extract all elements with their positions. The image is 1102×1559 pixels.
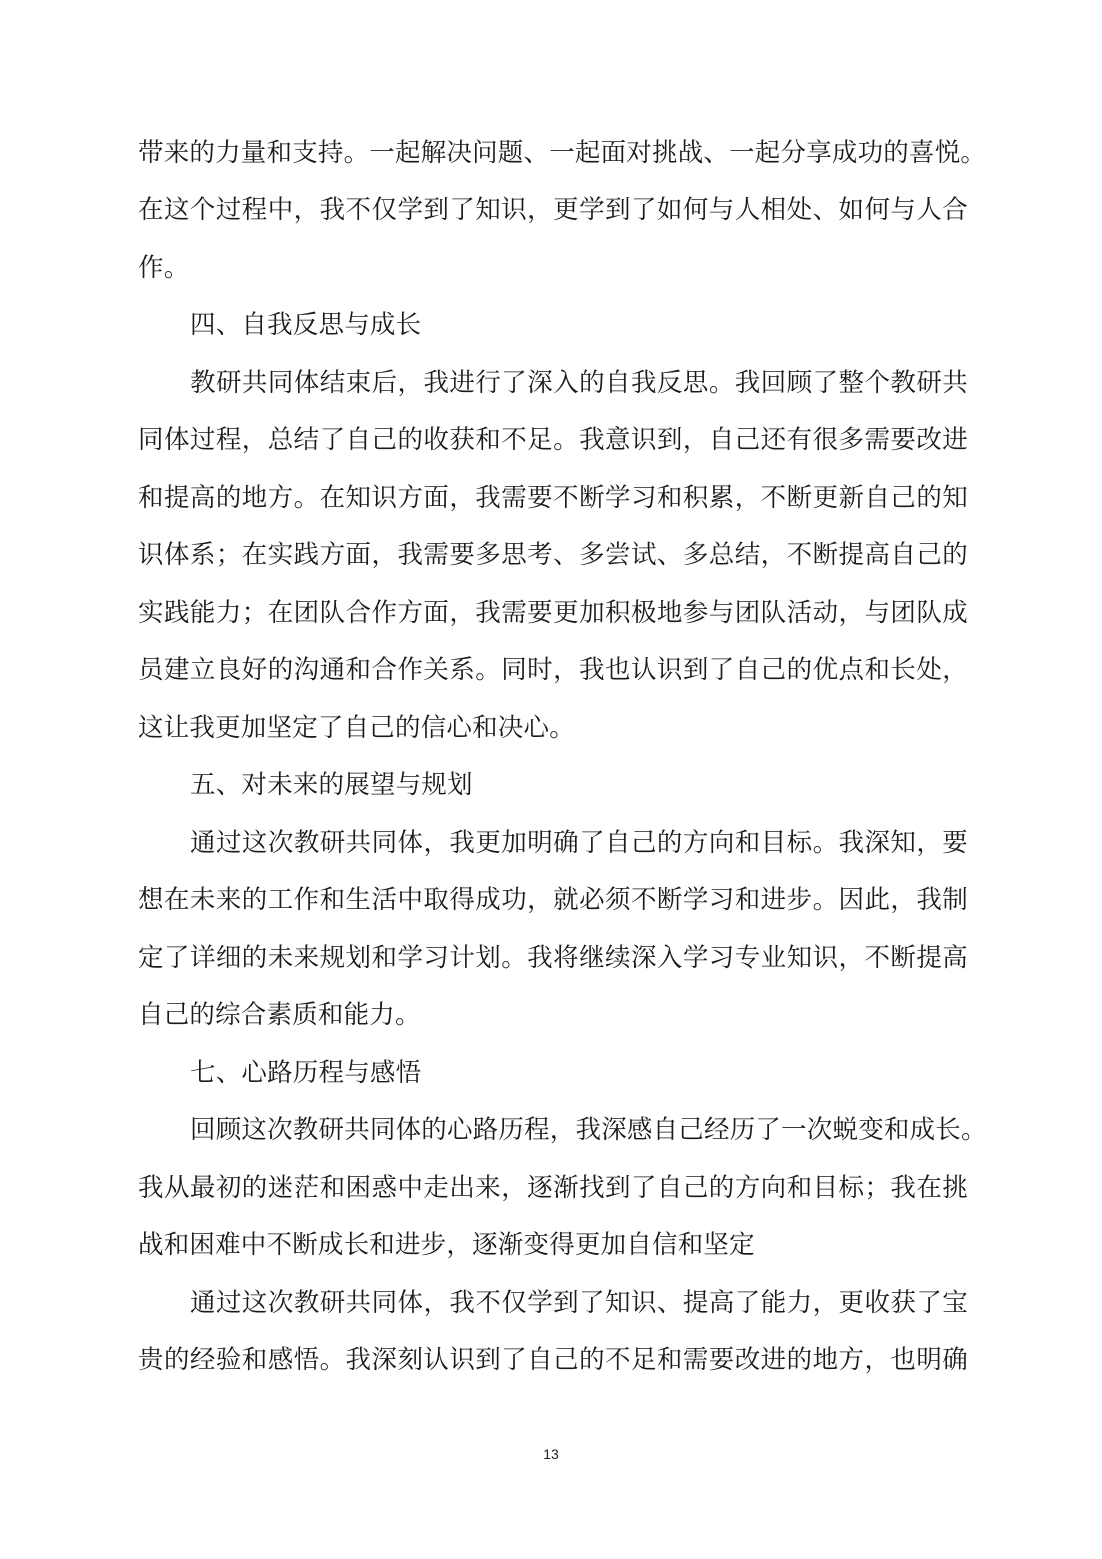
section-heading: 五、对未来的展望与规划 (190, 770, 473, 800)
text-line: 实践能力；在团队合作方面，我需要更加积极地参与团队活动，与团队成 (138, 598, 968, 628)
section-heading: 七、心路历程与感悟 (190, 1058, 422, 1088)
text-line: 战和困难中不断成长和进步，逐渐变得更加自信和坚定 (138, 1230, 755, 1260)
text-line: 教研共同体结束后，我进行了深入的自我反思。我回顾了整个教研共 (190, 368, 968, 398)
text-line: 回顾这次教研共同体的心路历程，我深感自己经历了一次蜕变和成长。 (190, 1115, 987, 1145)
text-line: 同体过程，总结了自己的收获和不足。我意识到，自己还有很多需要改进 (138, 425, 968, 455)
text-line: 贵的经验和感悟。我深刻认识到了自己的不足和需要改进的地方，也明确 (138, 1345, 968, 1375)
text-line: 通过这次教研共同体，我不仅学到了知识、提高了能力，更收获了宝 (190, 1288, 968, 1318)
text-line: 通过这次教研共同体，我更加明确了自己的方向和目标。我深知，要 (190, 828, 968, 858)
text-line: 想在未来的工作和生活中取得成功，就必须不断学习和进步。因此，我制 (138, 885, 968, 915)
text-line: 这让我更加坚定了自己的信心和决心。 (138, 713, 575, 743)
section-heading: 四、自我反思与成长 (190, 310, 422, 340)
text-line: 识体系；在实践方面，我需要多思考、多尝试、多总结，不断提高自己的 (138, 540, 968, 570)
text-line: 在这个过程中，我不仅学到了知识，更学到了如何与人相处、如何与人合 (138, 195, 968, 225)
text-line: 定了详细的未来规划和学习计划。我将继续深入学习专业知识，不断提高 (138, 943, 968, 973)
text-line: 和提高的地方。在知识方面，我需要不断学习和积累，不断更新自己的知 (138, 483, 968, 513)
text-line: 员建立良好的沟通和合作关系。同时，我也认识到了自己的优点和长处， (138, 655, 968, 685)
text-line: 作。 (138, 253, 190, 283)
text-line: 带来的力量和支持。一起解决问题、一起面对挑战、一起分享成功的喜悦。 (138, 138, 987, 168)
text-line: 自己的综合素质和能力。 (138, 1000, 421, 1030)
page-number: 13 (543, 1446, 559, 1462)
text-line: 我从最初的迷茫和困惑中走出来，逐渐找到了自己的方向和目标；我在挑 (138, 1173, 968, 1203)
